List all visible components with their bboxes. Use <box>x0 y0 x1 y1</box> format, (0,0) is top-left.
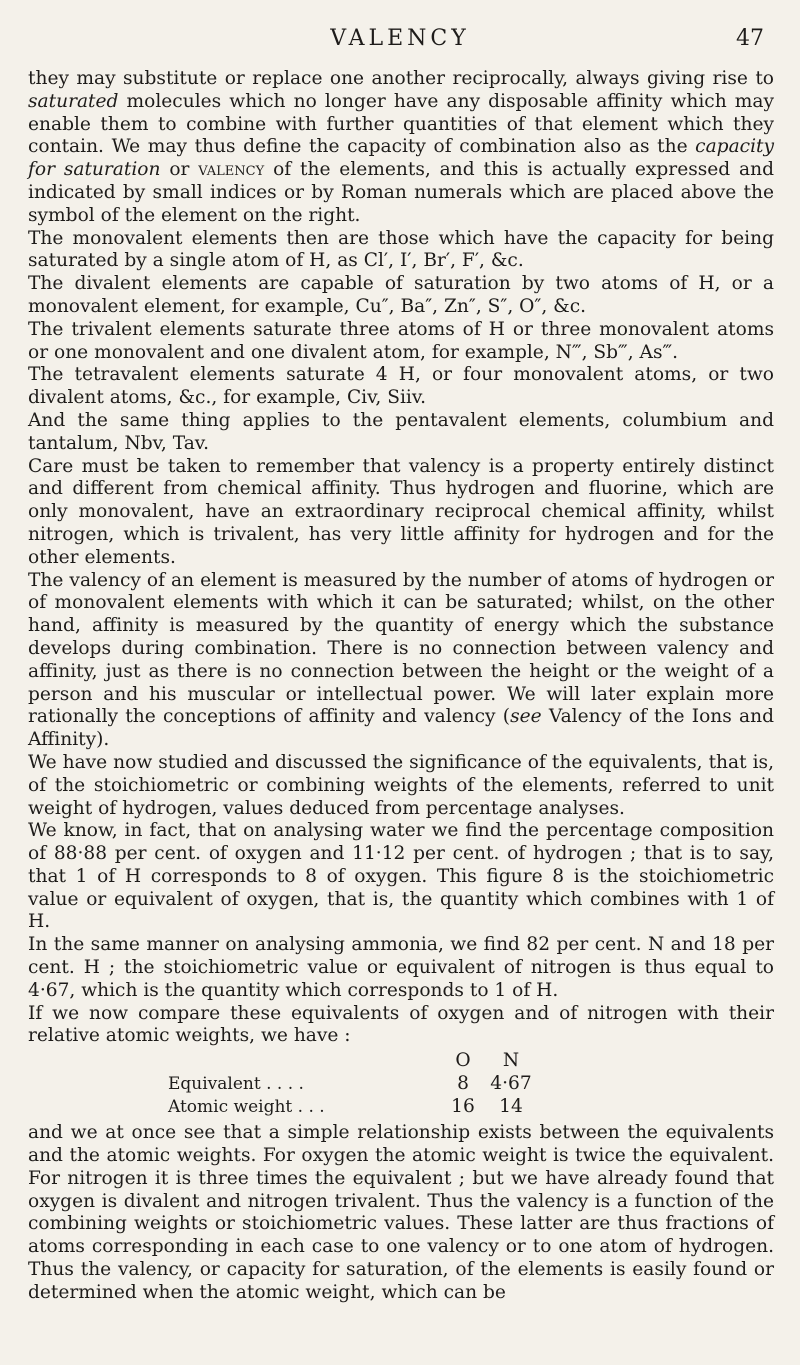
table-cell-oxygen: 16 <box>451 1096 475 1118</box>
paragraph-trivalent: The trivalent elements saturate three atoms of H or three monovalent atoms or one monovalent and one divalent atom, for example, N‴, Sb‴, As‴. <box>28 318 774 363</box>
table-header-nitrogen: N <box>502 1050 520 1072</box>
running-title: VALENCY <box>330 26 470 51</box>
paragraph-tetravalent: The tetravalent elements saturate 4 H, or four monovalent atoms, or two divalent atoms, &c., for example, Civ, Siiv. <box>28 364 774 409</box>
table-header-row <box>28 1050 774 1072</box>
paragraph-water-analysis: We know, in fact, that on analysing water we find the percentage composition of 88·88 per cent. of oxygen and 11·12 per cent. of hydrogen ; that is to say, that 1 of H corresponds to 8 of oxygen. This figure 8 is the stoichiometric value or equivalent of oxygen, that is, the quantity which combines with 1 of H. <box>28 820 774 933</box>
paragraph-ammonia-analysis: In the same manner on analysing ammonia, we find 82 per cent. N and 18 per cent. H ; the stoichiometric value or equivalent of nitrogen is thus equal to 4·67, which is the quantity which corresponds to 1 of H. <box>28 934 774 1001</box>
paragraph-valency-vs-affinity: Care must be taken to remember that valency is a property entirely distinct and different from chemical affinity. Thus hydrogen and fluorine, which are only monovalent, have an extraordinary reciprocal chemical affinity, whilst nitrogen, which is trivalent, has very little affinity for hydrogen and for the other elements. <box>28 455 774 568</box>
table-cell-nitrogen: 4·67 <box>490 1073 532 1095</box>
table-row <box>28 1096 774 1118</box>
page-number: 47 <box>736 26 764 51</box>
paragraph-equivalents: We have now studied and discussed the significance of the equivalents, that is, of the stoichiometric or combining weights of the elements, referred to unit weight of hydrogen, values deduced from percentage analyses. <box>28 751 774 819</box>
equivalents-table <box>28 1050 774 1120</box>
page-header <box>0 20 800 60</box>
body-text <box>28 68 774 1305</box>
table-cell-nitrogen: 14 <box>499 1096 523 1118</box>
paragraph-divalent: The divalent elements are capable of saturation by two atoms of H, or a monovalent element, for example, Cu″, Ba″, Zn″, S″, O″, &c. <box>28 273 774 317</box>
paragraph-monovalent: The monovalent elements then are those which have the capacity for being saturated by a single atom of H, as Cl′, I′, Br′, F′, &c. <box>28 227 774 272</box>
table-cell-oxygen: 8 <box>457 1073 469 1095</box>
table-row-label: Equivalent . . . . <box>168 1074 304 1095</box>
table-row-label: Atomic weight . . . <box>168 1097 325 1118</box>
table-header-oxygen: O <box>455 1050 471 1072</box>
paragraph-compare: If we now compare these equivalents of oxygen and of nitrogen with their relative atomic weights, we have : <box>28 1002 774 1047</box>
paragraph-saturation: they may substitute or replace one another reciprocally, always giving rise to saturated molecules which no longer have any disposable affinity which may enable them to combine with further quantities of that element which they contain. We may thus define the capacity of combination also as the capacity for saturation or valency of the elements, and this is actually expressed and indicated by small indices or by Roman numerals which are placed above the symbol of the element on the right. <box>28 68 775 226</box>
paragraph-measurement: The valency of an element is measured by the number of atoms of hydrogen or of monovalent elements with which it can be saturated; whilst, on the other hand, affinity is measured by the quantity of energy which the substance develops during combination. There is no connection between valency and affinity, just as there is no connection between the height or the weight of a person and his muscular or intellectual power. We will later explain more rationally the conceptions of affinity and valency (see Valency of the Ions and Affinity). <box>28 569 775 751</box>
table-row <box>28 1073 774 1095</box>
paragraph-pentavalent: And the same thing applies to the pentavalent elements, columbium and tantalum, Nbv, Tav. <box>28 409 774 454</box>
paragraph-conclusion: and we at once see that a simple relationship exists between the equivalents and the atomic weights. For oxygen the atomic weight is twice the equivalent. For nitrogen it is three times the equivalent ; but we have already found that oxygen is divalent and nitrogen trivalent. Thus the valency is a function of the combining weights or stoichiometric values. These latter are thus fractions of atoms corresponding in each case to one valency or to one atom of hydrogen. Thus the valency, or capacity for saturation, of the elements is easily found or determined when the atomic weight, which can be <box>28 1122 774 1303</box>
